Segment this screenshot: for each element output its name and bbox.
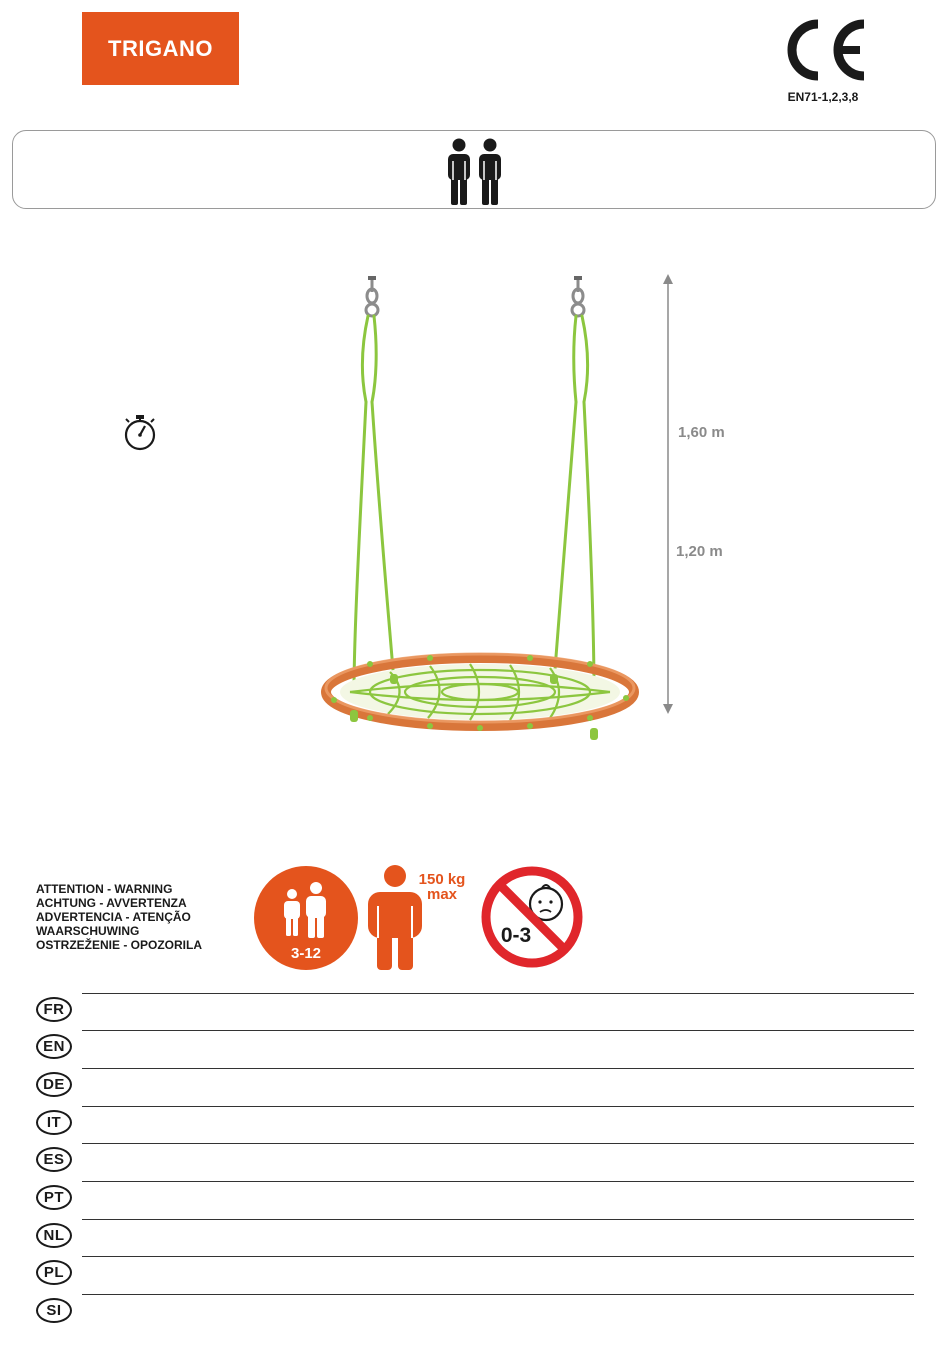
divider <box>82 1219 914 1220</box>
language-code: IT <box>36 1110 72 1135</box>
prohibited-age-text: 0-3 <box>500 924 532 947</box>
warning-line: ACHTUNG - AVVERTENZA <box>36 896 187 910</box>
language-code: SI <box>36 1298 72 1323</box>
overall-height-label: 1,60 m <box>678 424 725 441</box>
person-icon <box>368 865 422 970</box>
warning-line: ATTENTION - WARNING <box>36 882 173 896</box>
age-range-badge <box>254 866 358 970</box>
language-code: PT <box>36 1185 72 1210</box>
language-code: PL <box>36 1260 72 1285</box>
seat-height-label: 1,20 m <box>676 543 723 560</box>
warning-line: OSTRZEŽENIE - OPOZORILA <box>36 938 203 952</box>
language-row-de <box>36 1069 914 1105</box>
divider <box>82 1068 914 1069</box>
max-weight-value: 150 kg <box>418 871 466 888</box>
trigano-logo <box>82 12 239 85</box>
warning-line: ADVERTENCIA - ATENÇÃO <box>36 910 191 924</box>
brand-name: TRIGANO <box>108 35 213 61</box>
warning-line: WAARSCHUWING <box>36 924 140 938</box>
divider <box>82 1030 914 1031</box>
two-adults-icon <box>444 137 506 207</box>
language-row-si <box>36 1295 914 1331</box>
divider <box>82 1256 914 1257</box>
language-row-en <box>36 1031 914 1067</box>
not-for-under-3-badge <box>480 864 584 970</box>
language-code: DE <box>36 1072 72 1097</box>
warning-heading <box>36 882 256 952</box>
language-row-fr <box>36 994 914 1030</box>
language-row-it <box>36 1107 914 1143</box>
max-weight-badge <box>364 862 476 972</box>
language-code: NL <box>36 1223 72 1248</box>
ce-mark-icon <box>778 18 868 82</box>
height-dimension-arrow <box>658 272 678 716</box>
norm-label: EN71-1,2,3,8 <box>787 90 859 104</box>
language-code: EN <box>36 1034 72 1059</box>
language-code: ES <box>36 1147 72 1172</box>
divider <box>82 1143 914 1144</box>
divider <box>82 1181 914 1182</box>
language-row-nl <box>36 1220 914 1256</box>
language-row-es <box>36 1144 914 1180</box>
max-weight-max-label: max <box>426 886 458 903</box>
divider <box>82 993 914 994</box>
language-code: FR <box>36 997 72 1022</box>
language-row-pt <box>36 1182 914 1218</box>
divider <box>82 1294 914 1295</box>
divider <box>82 1106 914 1107</box>
age-range-text: 3-12 <box>290 945 322 962</box>
stopwatch-icon <box>122 412 158 452</box>
language-row-pl <box>36 1257 914 1293</box>
nest-swing-illustration <box>310 272 650 752</box>
